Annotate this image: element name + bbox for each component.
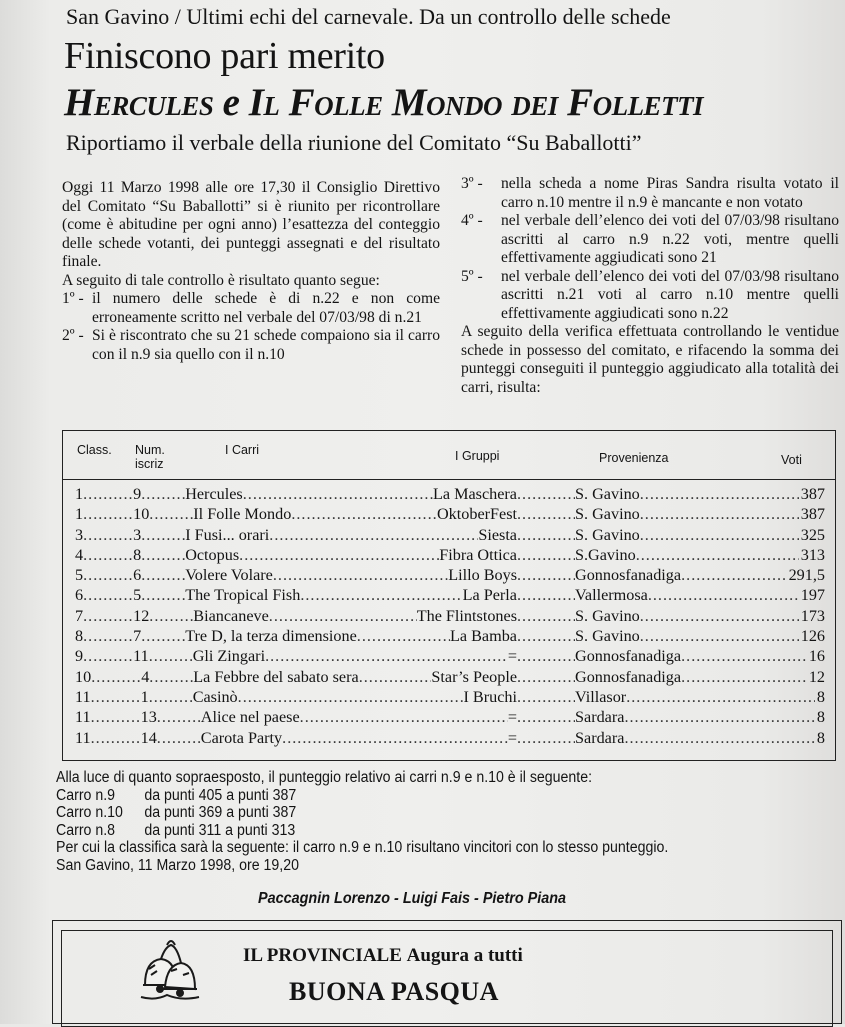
cell-gruppo: Fibra Ottica [439,545,517,564]
leader-dots [83,485,133,504]
cell-gruppo: La Perla [462,586,517,605]
cell-gruppo: The Flintstones [416,606,517,625]
cell-voti: 291,5 [788,566,825,585]
leader-dots [517,566,575,585]
cell-class: 11 [75,728,91,747]
list-item-text: nel verbale dell’elenco dei voti del 07/03/98 risultano ascritti al carro n.9 n.22 voti, mentre quelli effettivamente aggiudicati sono 21 [501,212,839,266]
cell-provenienza: S. Gavino [575,606,640,625]
leader-dots [681,668,807,687]
header-class: Class. [77,443,112,457]
table-row [75,526,825,546]
cell-num: 1 [140,687,149,706]
leader-dots [141,526,185,545]
cell-num: 14 [140,728,157,747]
cell-voti: 8 [816,708,825,727]
leader-dots [149,668,193,687]
leader-dots [517,546,575,565]
cell-carro: Casinò [192,687,238,706]
leader-dots [83,607,133,626]
header-num: Num. [135,443,165,457]
leader-dots [640,485,799,504]
cell-class: 8 [75,627,84,646]
cell-class: 5 [75,566,84,585]
cell-class: 11 [75,687,91,706]
cell-carro: Alice nel paese [200,708,300,727]
list-item-text: nella scheda a nome Piras Sandra risulta votato il carro n.10 mentre il n.9 è mancante e non votato [501,175,839,211]
cell-voti: 12 [808,667,825,686]
leader-dots [640,627,799,646]
carro-gruppo-block [201,729,517,748]
cell-provenienza: Sardara [575,708,625,727]
cell-voti: 8 [816,728,825,747]
cell-provenienza: S. Gavino [575,505,640,524]
leader-dots [517,729,575,748]
column-right [461,175,839,397]
provenienza-voti-block [575,688,825,707]
leader-dots [141,627,185,646]
cell-num: 9 [133,485,142,503]
change-text: da punti 369 a punti 387 [144,804,297,822]
leader-dots [640,607,799,626]
carro-gruppo-block [193,505,517,524]
cell-voti: 126 [800,627,825,646]
table-body [75,485,825,749]
list-item [461,268,839,324]
ad-greeting: Augura a tutti [406,945,523,966]
article-headline-teams [64,80,703,125]
leader-dots [265,647,508,666]
leader-dots [626,688,815,707]
leader-dots [300,586,462,605]
leader-dots [141,546,185,565]
leader-dots [91,688,141,707]
cell-class: 1 [75,485,84,503]
cell-num: 13 [140,708,157,727]
list-item [62,290,440,327]
leader-dots [83,526,133,545]
change-text: da punti 405 a punti 387 [144,786,297,804]
header-gruppi: I Gruppi [455,449,500,463]
table-row [75,566,825,586]
cell-num: 12 [133,606,150,625]
leader-dots [157,708,201,727]
correction-notes [56,769,764,875]
paragraph-outro: A seguito della verifica effettuata controllando le ventidue schede in possesso del comitato, e rifacendo la somma dei punteggi conseguiti il punteggio aggiudicato alla totalità dei carri, risulta: [461,323,839,396]
table-row [75,708,825,728]
cell-num: 10 [133,505,150,524]
leader-dots [517,485,575,504]
list-item-number: 1º - [62,290,84,307]
ad-headline [243,945,523,967]
change-carro: Carro n.9 [56,786,116,804]
provenienza-voti-block [575,546,825,565]
provenienza-voti-block [575,647,825,666]
leader-dots [269,526,478,545]
cell-class: 4 [75,545,84,564]
carro-gruppo-block [185,566,517,585]
cell-carro: Biancaneve [193,606,269,625]
article-headline: Finiscono pari merito [64,35,385,77]
cell-class: 11 [75,708,91,727]
table-row [75,586,825,606]
cell-provenienza: S. Gavino [575,485,640,503]
table-row [75,688,825,708]
leader-dots [517,668,575,687]
cell-voti: 325 [800,525,825,544]
provenienza-voti-block [575,526,825,545]
cell-num: 3 [133,525,142,544]
cell-gruppo: = [507,647,517,666]
leader-dots [83,647,133,666]
advertisement-box [52,920,842,1024]
leader-dots [91,708,141,727]
table-row [75,647,825,667]
cell-voti: 197 [800,586,825,605]
leader-dots [141,485,185,504]
leader-dots [273,566,448,585]
cell-provenienza: S. Gavino [575,627,640,646]
table-row [75,505,825,525]
cell-gruppo: La Bamba [450,627,517,646]
cell-voti: 387 [800,485,825,503]
header-carri: I Carri [225,443,260,457]
cell-voti: 387 [800,505,825,524]
cell-carro: La Febbre del sabato sera [193,667,359,686]
cell-num: 11 [133,647,149,666]
cell-gruppo: OktoberFest [436,505,517,524]
list-item-number: 5º - [461,267,483,285]
carro-gruppo-block [193,647,517,666]
leader-dots [83,566,133,585]
leader-dots [239,546,439,565]
leader-dots [636,546,799,565]
cell-carro: Gli Zingari [192,647,266,666]
cell-gruppo: Siesta [478,525,517,544]
table-row [75,627,825,647]
change-text: da punti 311 a punti 313 [144,821,296,839]
list-item-number: 4º - [461,212,483,229]
leader-dots [681,566,786,585]
leader-dots [517,688,575,707]
cell-carro: Hercules [185,485,243,503]
leader-dots [149,505,193,524]
easter-bells-icon [131,935,207,1011]
carro-gruppo-block [193,668,517,687]
carro-gruppo-block [185,546,517,565]
ad-message: BUONA PASQUA [289,977,499,1006]
list-item-text: nel verbale dell’elenco dei voti del 07/03/98 risultano ascritti n.21 voti al carro n.10 mentre quelli effettivamente aggiudicati sono n.22 [501,267,839,322]
table-row [75,668,825,688]
provenienza-voti-block [575,485,825,504]
leader-dots [141,586,185,605]
list-item [461,212,839,268]
cell-provenienza: Vallermosa [575,586,648,605]
cell-voti: 313 [800,545,825,564]
leader-dots [517,586,575,605]
ad-publisher: IL PROVINCIALE [243,945,402,966]
leader-dots [149,607,193,626]
cell-voti: 8 [816,687,825,706]
cell-class: 7 [75,606,84,625]
list-item-number: 2º - [62,327,84,344]
cell-carro: I Fusi... orari [185,525,270,544]
provenienza-voti-block [575,505,825,524]
carro-gruppo-block [193,607,517,626]
leader-dots [640,505,799,524]
leader-dots [359,668,432,687]
leader-dots [282,729,508,748]
leader-dots [141,566,185,585]
leader-dots [300,708,508,727]
cell-gruppo: Star’s People [431,667,517,686]
cell-class: 6 [75,586,84,605]
notes-conclusion: Per cui la classifica sarà la seguente: il carro n.9 e n.10 risultano vincitori con lo stesso punteggio. [56,839,669,857]
cell-num: 5 [133,586,142,605]
leader-dots [83,505,133,524]
leader-dots [517,627,575,646]
change-carro: Carro n.8 [56,821,116,839]
cell-provenienza: Gonnosfanadiga [575,566,682,585]
carro-gruppo-block [185,627,517,646]
notes-place-date: San Gavino, 11 Marzo 1998, ore 19,20 [56,856,299,874]
leader-dots [91,729,141,748]
provenienza-voti-block [575,586,825,605]
table-row [75,546,825,566]
change-row [56,804,764,822]
list-item [461,175,839,212]
leader-dots [83,627,133,646]
header-divider [63,479,835,480]
signatories: Paccagnin Lorenzo - Luigi Fais - Pietro Piana [258,890,567,907]
cell-provenienza: Sardara [575,728,625,747]
cell-num: 8 [133,545,142,564]
carro-gruppo-block [185,526,517,545]
cell-gruppo: I Bruchi [463,687,517,706]
list-item-text: il numero delle schede è di n.22 e non come erroneamente scritto nel verbale del 07/03/98 di n.21 [92,290,440,326]
notes-intro: Alla luce di quanto sopraesposto, il punteggio relativo ai carri n.9 e n.10 è il seguente: [56,769,593,786]
leader-dots [157,729,201,748]
cell-voti: 173 [800,606,825,625]
cell-class: 1 [75,505,84,524]
cell-carro: Volere Volare [185,566,273,585]
header-provenienza: Provenienza [599,451,669,465]
leader-dots [624,708,814,727]
leader-dots [83,586,133,605]
cell-carro: Octopus [185,545,240,564]
paragraph-intro: Oggi 11 Marzo 1998 alle ore 17,30 il Consiglio Direttivo del Comitato “Su Baballotti” si è riunito per ricontrollare (come è abitudine per ogni anno) l’esattezza del conteggio delle schede votanti, dei punteggi assegnati e del risultato finale. [62,179,440,270]
leader-dots [291,505,437,524]
provenienza-voti-block [575,708,825,727]
cell-gruppo: La Maschera [432,485,517,503]
leader-dots [149,688,193,707]
leader-dots [648,586,799,605]
cell-num: 7 [133,627,142,646]
column-left [62,179,440,364]
header-iscriz: iscriz [135,457,164,471]
cell-gruppo: = [507,708,517,727]
provenienza-voti-block [575,627,825,646]
leader-dots [640,526,799,545]
change-row [56,822,764,840]
leader-dots [238,688,464,707]
cell-carro: Tre D, la terza dimensione [185,627,357,646]
carro-gruppo-block [185,485,517,504]
list-item-number: 3º - [461,175,483,192]
leader-dots [91,668,141,687]
paragraph-lead: A seguito di tale controllo è risultato quanto segue: [62,271,380,289]
provenienza-voti-block [575,729,825,748]
table-row [75,485,825,505]
header-voti: Voti [781,453,802,467]
leader-dots [517,607,575,626]
provenienza-voti-block [575,607,825,626]
cell-provenienza: S. Gavino [575,525,640,544]
article-standfirst: Riportiamo il verbale della riunione del Comitato “Su Baballotti” [66,130,642,155]
table-row [75,729,825,749]
leader-dots [149,647,193,666]
cell-num: 4 [141,667,150,686]
cell-provenienza: Villasor [575,687,627,706]
leader-dots [517,708,575,727]
carro-gruppo-block [193,688,517,707]
cell-gruppo: Lillo Boys [448,566,517,585]
leader-dots [517,526,575,545]
table-row [75,607,825,627]
cell-class: 10 [75,667,92,686]
cell-carro: Carota Party [200,728,283,747]
cell-carro: The Tropical Fish [185,586,301,605]
cell-provenienza: Gonnosfanadiga [575,647,682,666]
leader-dots [624,729,814,748]
cell-provenienza: Gonnosfanadiga [575,667,682,686]
carro-gruppo-block [201,708,517,727]
cell-class: 3 [75,525,84,544]
change-carro: Carro n.10 [56,804,123,822]
leader-dots [357,627,450,646]
cell-carro: Il Folle Mondo [193,505,292,524]
headline-team-2: Il Folle Mondo dei Folletti [248,81,704,124]
cell-class: 9 [75,647,84,666]
provenienza-voti-block [575,566,825,585]
leader-dots [243,485,433,504]
cell-num: 6 [133,566,142,585]
leader-dots [83,546,133,565]
cell-gruppo: = [507,728,517,747]
carro-gruppo-block [185,586,517,605]
results-table [62,430,836,761]
change-row [56,787,764,805]
article-kicker: San Gavino / Ultimi echi del carnevale. Da un controllo delle schede [66,4,671,29]
leader-dots [269,607,417,626]
list-item-text: Si è riscontrato che su 21 schede compaiono sia il carro con il n.9 sia quello con il n.10 [92,327,440,363]
cell-provenienza: S.Gavino [575,545,636,564]
leader-dots [517,505,575,524]
cell-voti: 16 [808,647,825,666]
leader-dots [681,647,807,666]
list-item [62,327,440,364]
provenienza-voti-block [575,668,825,687]
headline-conjunction: e [213,81,249,124]
leader-dots [517,647,575,666]
headline-team-1: Hercules [64,81,214,124]
